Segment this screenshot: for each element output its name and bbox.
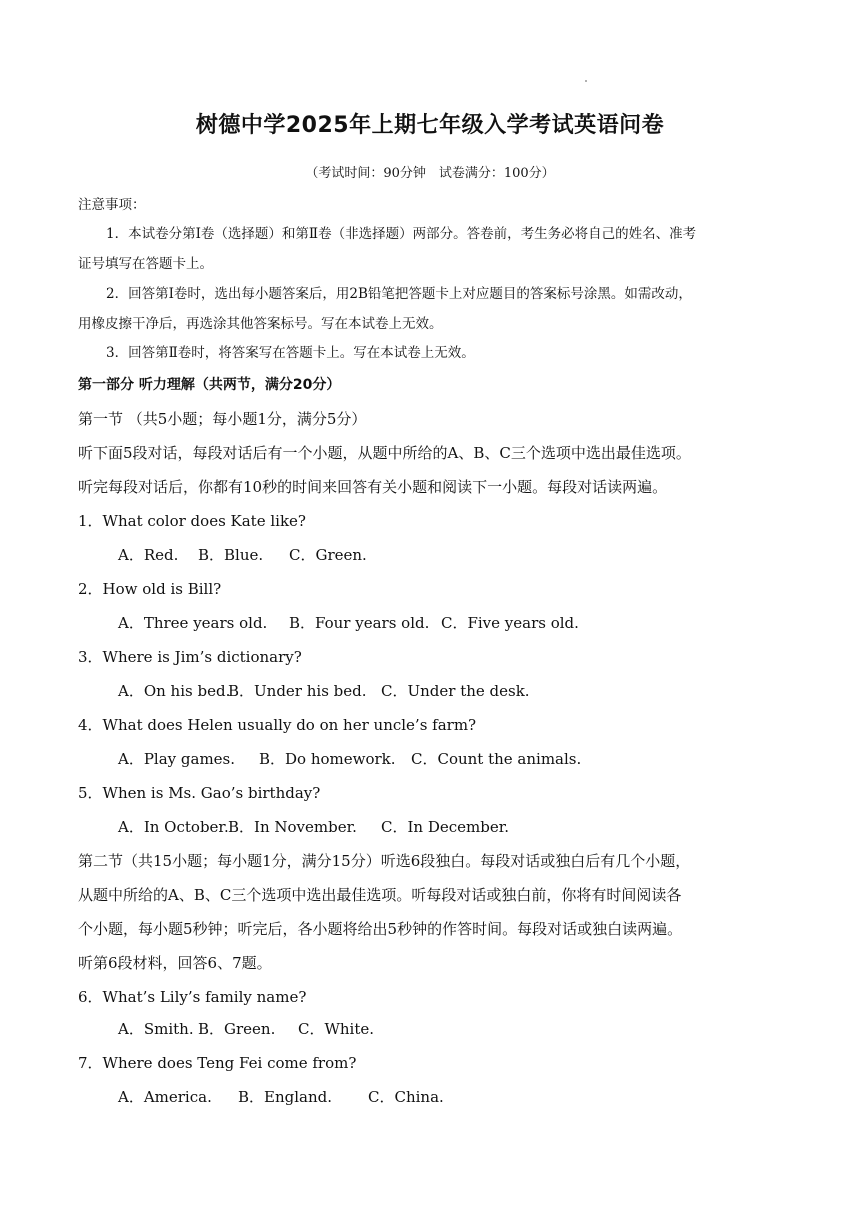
scan-dot bbox=[585, 80, 587, 82]
notice-item-2-cont: 用橡皮擦干净后，再选涂其他答案标号。写在本试卷上无效。 bbox=[78, 316, 443, 332]
question-7: 7．Where does Teng Fei come from? bbox=[78, 1054, 357, 1072]
notice-item-1-cont: 证号填写在答题卡上。 bbox=[78, 256, 213, 272]
notice-item-3: 3．回答第Ⅱ卷时，将答案写在答题卡上。写在本试卷上无效。 bbox=[106, 345, 475, 361]
question-3-option-b: B．Under his bed. bbox=[228, 682, 367, 700]
question-3-option-c: C．Under the desk. bbox=[381, 682, 530, 700]
question-6-option-a: A．Smith. bbox=[118, 1020, 194, 1038]
section2-instruction-cont: 个小题，每小题5秒钟；听完后，各小题将给出5秒钟的作答时间。每段对话或独白读两遍。 bbox=[78, 920, 683, 938]
question-6: 6．What’s Lily’s family name? bbox=[78, 988, 307, 1006]
question-7-option-c: C．China. bbox=[368, 1088, 444, 1106]
notice-item-1: 1．本试卷分第Ⅰ卷（选择题）和第Ⅱ卷（非选择题）两部分。答卷前，考生务必将自己的姓名、准考 bbox=[106, 226, 697, 242]
question-6-option-b: B．Green. bbox=[198, 1020, 276, 1038]
section1-heading: 第一节 （共5小题；每小题1分，满分5分） bbox=[78, 410, 367, 428]
question-5-option-a: A．In October. bbox=[118, 818, 229, 836]
part1-heading: 第一部分 听力理解（共两节，满分20分） bbox=[78, 377, 341, 393]
question-2-option-a: A．Three years old. bbox=[118, 614, 268, 632]
question-1-option-a: A．Red. bbox=[118, 546, 179, 564]
question-4-option-a: A．Play games. bbox=[118, 750, 236, 768]
section1-instruction: 听下面5段对话，每段对话后有一个小题，从题中所给的A、B、C三个选项中选出最佳选项。 bbox=[78, 444, 691, 462]
question-4-option-c: C．Count the animals. bbox=[411, 750, 582, 768]
question-5-option-c: C．In December. bbox=[381, 818, 510, 836]
question-2-option-b: B．Four years old. bbox=[289, 614, 430, 632]
question-1: 1．What color does Kate like? bbox=[78, 512, 306, 530]
notice-heading: 注意事项： bbox=[78, 197, 146, 213]
question-1-option-c: C．Green. bbox=[289, 546, 367, 564]
question-4: 4．What does Helen usually do on her uncle’s farm? bbox=[78, 716, 477, 734]
section2-instruction: 从题中所给的A、B、C三个选项中选出最佳选项。听每段对话或独白前，你将有时间阅读各 bbox=[78, 886, 682, 904]
section1-instruction-cont: 听完每段对话后，你都有10秒的时间来回答有关小题和阅读下一小题。每段对话读两遍。 bbox=[78, 478, 668, 496]
question-7-option-b: B．England. bbox=[238, 1088, 333, 1106]
question-2: 2．How old is Bill? bbox=[78, 580, 222, 598]
question-6-option-c: C．White. bbox=[298, 1020, 375, 1038]
section2-material-note: 听第6段材料，回答6、7题。 bbox=[78, 954, 272, 972]
question-3-option-a: A．On his bed. bbox=[118, 682, 231, 700]
question-5-option-b: B．In November. bbox=[228, 818, 357, 836]
question-1-option-b: B．Blue. bbox=[198, 546, 264, 564]
page-title: 树德中学2025年上期七年级入学考试英语问卷 bbox=[195, 113, 665, 138]
question-2-option-c: C．Five years old. bbox=[441, 614, 579, 632]
question-4-option-b: B．Do homework. bbox=[259, 750, 396, 768]
section2-heading: 第二节（共15小题；每小题1分，满分15分）听选6段独白。每段对话或独白后有几个小题， bbox=[78, 852, 691, 870]
question-5: 5．When is Ms. Gao’s birthday? bbox=[78, 784, 321, 802]
notice-item-2: 2．回答第Ⅰ卷时，选出每小题答案后，用2B铅笔把答题卡上对应题目的答案标号涂黑。如需改动， bbox=[106, 286, 692, 302]
question-7-option-a: A．America. bbox=[118, 1088, 212, 1106]
exam-info: （考试时间：90分钟 试卷满分：100分） bbox=[305, 166, 555, 181]
question-3: 3．Where is Jim’s dictionary? bbox=[78, 648, 302, 666]
